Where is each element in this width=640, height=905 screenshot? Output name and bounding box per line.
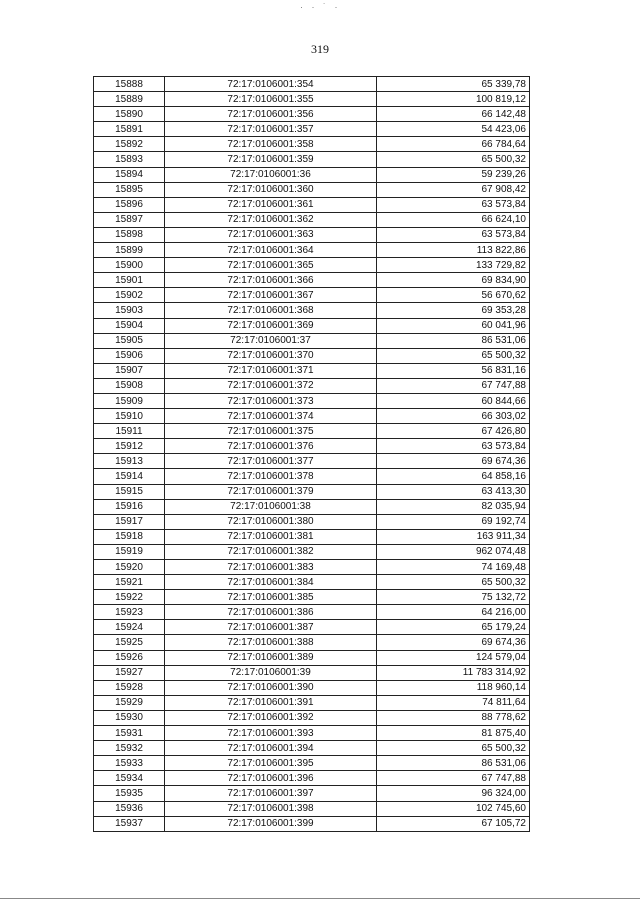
cadastral-value-cell: 66 624,10 [377, 212, 530, 227]
table-row [94, 439, 530, 454]
table-row [94, 92, 530, 107]
row-number-cell: 15889 [94, 92, 165, 107]
row-number-cell: 15906 [94, 348, 165, 363]
cadastral-value-cell: 56 670,62 [377, 288, 530, 303]
cadastral-number-cell: 72:17:0106001:355 [165, 92, 377, 107]
row-number-cell: 15935 [94, 786, 165, 801]
table-row [94, 378, 530, 393]
cadastral-number-cell: 72:17:0106001:389 [165, 650, 377, 665]
table-row [94, 650, 530, 665]
table-row [94, 182, 530, 197]
row-number-cell: 15892 [94, 137, 165, 152]
cadastral-number-cell: 72:17:0106001:374 [165, 409, 377, 424]
row-number-cell: 15934 [94, 771, 165, 786]
cadastral-number-cell: 72:17:0106001:382 [165, 544, 377, 559]
row-number-cell: 15896 [94, 197, 165, 212]
cadastral-number-cell: 72:17:0106001:383 [165, 560, 377, 575]
cadastral-number-cell: 72:17:0106001:385 [165, 590, 377, 605]
table-row [94, 771, 530, 786]
cadastral-number-cell: 72:17:0106001:367 [165, 288, 377, 303]
table-row [94, 288, 530, 303]
row-number-cell: 15928 [94, 680, 165, 695]
page-number: 319 [311, 42, 329, 56]
cadastral-value-table [93, 76, 530, 832]
cadastral-number-cell: 72:17:0106001:364 [165, 243, 377, 258]
cadastral-value-cell: 66 784,64 [377, 137, 530, 152]
cadastral-value-cell: 63 413,30 [377, 484, 530, 499]
table-row [94, 756, 530, 771]
cadastral-number-cell: 72:17:0106001:372 [165, 378, 377, 393]
table-row [94, 273, 530, 288]
table-row [94, 318, 530, 333]
table-row [94, 499, 530, 514]
table-row [94, 469, 530, 484]
cadastral-number-cell: 72:17:0106001:366 [165, 273, 377, 288]
cadastral-number-cell: 72:17:0106001:378 [165, 469, 377, 484]
row-number-cell: 15937 [94, 816, 165, 831]
row-number-cell: 15891 [94, 122, 165, 137]
cadastral-number-cell: 72:17:0106001:388 [165, 635, 377, 650]
row-number-cell: 15926 [94, 650, 165, 665]
table-row [94, 605, 530, 620]
cadastral-number-cell: 72:17:0106001:392 [165, 710, 377, 725]
row-number-cell: 15904 [94, 318, 165, 333]
cadastral-value-cell: 118 960,14 [377, 680, 530, 695]
table-row [94, 363, 530, 378]
cadastral-number-cell: 72:17:0106001:358 [165, 137, 377, 152]
cadastral-number-cell: 72:17:0106001:36 [165, 167, 377, 182]
table-row [94, 152, 530, 167]
cadastral-value-cell: 54 423,06 [377, 122, 530, 137]
cadastral-number-cell: 72:17:0106001:399 [165, 816, 377, 831]
row-number-cell: 15913 [94, 454, 165, 469]
table-row [94, 560, 530, 575]
cadastral-value-cell: 100 819,12 [377, 92, 530, 107]
cadastral-value-cell: 64 858,16 [377, 469, 530, 484]
cadastral-number-cell: 72:17:0106001:396 [165, 771, 377, 786]
row-number-cell: 15903 [94, 303, 165, 318]
cadastral-value-cell: 66 142,48 [377, 107, 530, 122]
cadastral-value-cell: 67 908,42 [377, 182, 530, 197]
cadastral-value-cell: 69 353,28 [377, 303, 530, 318]
row-number-cell: 15901 [94, 273, 165, 288]
table-row [94, 590, 530, 605]
row-number-cell: 15907 [94, 363, 165, 378]
row-number-cell: 15920 [94, 560, 165, 575]
row-number-cell: 15933 [94, 756, 165, 771]
cadastral-value-cell: 102 745,60 [377, 801, 530, 816]
table-row [94, 393, 530, 408]
cadastral-value-cell: 75 132,72 [377, 590, 530, 605]
cadastral-value-cell: 60 844,66 [377, 393, 530, 408]
row-number-cell: 15897 [94, 212, 165, 227]
cadastral-number-cell: 72:17:0106001:394 [165, 741, 377, 756]
table-row [94, 514, 530, 529]
table-row [94, 529, 530, 544]
cadastral-value-cell: 67 426,80 [377, 424, 530, 439]
cadastral-value-cell: 65 500,32 [377, 575, 530, 590]
table-row [94, 695, 530, 710]
cadastral-number-cell: 72:17:0106001:380 [165, 514, 377, 529]
cadastral-number-cell: 72:17:0106001:354 [165, 77, 377, 92]
table-row [94, 454, 530, 469]
cadastral-number-cell: 72:17:0106001:377 [165, 454, 377, 469]
table-row [94, 741, 530, 756]
page-bottom-edge [0, 898, 640, 899]
cadastral-number-cell: 72:17:0106001:361 [165, 197, 377, 212]
table-row [94, 333, 530, 348]
cadastral-number-cell: 72:17:0106001:356 [165, 107, 377, 122]
cadastral-value-cell: 56 831,16 [377, 363, 530, 378]
row-number-cell: 15912 [94, 439, 165, 454]
cadastral-value-cell: 63 573,84 [377, 227, 530, 242]
row-number-cell: 15921 [94, 575, 165, 590]
row-number-cell: 15911 [94, 424, 165, 439]
row-number-cell: 15917 [94, 514, 165, 529]
table-row [94, 409, 530, 424]
cadastral-number-cell: 72:17:0106001:393 [165, 726, 377, 741]
cadastral-number-cell: 72:17:0106001:390 [165, 680, 377, 695]
cadastral-number-cell: 72:17:0106001:363 [165, 227, 377, 242]
cadastral-value-cell: 65 339,78 [377, 77, 530, 92]
cadastral-value-cell: 63 573,84 [377, 439, 530, 454]
cadastral-number-cell: 72:17:0106001:39 [165, 665, 377, 680]
cadastral-value-cell: 96 324,00 [377, 786, 530, 801]
cadastral-value-cell: 69 674,36 [377, 454, 530, 469]
row-number-cell: 15895 [94, 182, 165, 197]
row-number-cell: 15902 [94, 288, 165, 303]
cadastral-value-cell: 86 531,06 [377, 333, 530, 348]
table-row [94, 77, 530, 92]
row-number-cell: 15918 [94, 529, 165, 544]
cadastral-value-cell: 63 573,84 [377, 197, 530, 212]
cadastral-number-cell: 72:17:0106001:386 [165, 605, 377, 620]
table-row [94, 620, 530, 635]
row-number-cell: 15936 [94, 801, 165, 816]
cadastral-number-cell: 72:17:0106001:398 [165, 801, 377, 816]
table-row [94, 484, 530, 499]
cadastral-number-cell: 72:17:0106001:365 [165, 258, 377, 273]
cadastral-number-cell: 72:17:0106001:376 [165, 439, 377, 454]
cadastral-number-cell: 72:17:0106001:38 [165, 499, 377, 514]
row-number-cell: 15931 [94, 726, 165, 741]
table-row [94, 122, 530, 137]
table-row [94, 258, 530, 273]
cadastral-number-cell: 72:17:0106001:373 [165, 393, 377, 408]
cadastral-number-cell: 72:17:0106001:375 [165, 424, 377, 439]
table-row [94, 680, 530, 695]
row-number-cell: 15929 [94, 695, 165, 710]
row-number-cell: 15910 [94, 409, 165, 424]
cadastral-value-cell: 86 531,06 [377, 756, 530, 771]
cadastral-value-cell: 69 192,74 [377, 514, 530, 529]
cadastral-number-cell: 72:17:0106001:387 [165, 620, 377, 635]
cadastral-value-cell: 82 035,94 [377, 499, 530, 514]
cadastral-value-cell: 67 747,88 [377, 378, 530, 393]
row-number-cell: 15894 [94, 167, 165, 182]
cadastral-value-cell: 11 783 314,92 [377, 665, 530, 680]
row-number-cell: 15888 [94, 77, 165, 92]
cadastral-value-cell: 67 747,88 [377, 771, 530, 786]
row-number-cell: 15919 [94, 544, 165, 559]
cadastral-number-cell: 72:17:0106001:384 [165, 575, 377, 590]
row-number-cell: 15909 [94, 393, 165, 408]
cadastral-value-cell: 65 500,32 [377, 741, 530, 756]
table-row [94, 348, 530, 363]
table-row [94, 635, 530, 650]
table-row [94, 167, 530, 182]
table-row [94, 801, 530, 816]
cadastral-value-cell: 133 729,82 [377, 258, 530, 273]
cadastral-value-cell: 65 500,32 [377, 152, 530, 167]
table-row [94, 227, 530, 242]
row-number-cell: 15914 [94, 469, 165, 484]
table-row [94, 726, 530, 741]
table-row [94, 816, 530, 831]
table-body [94, 77, 530, 832]
table-row [94, 212, 530, 227]
cadastral-value-cell: 65 179,24 [377, 620, 530, 635]
table-row [94, 544, 530, 559]
table-row [94, 786, 530, 801]
row-number-cell: 15898 [94, 227, 165, 242]
row-number-cell: 15905 [94, 333, 165, 348]
table-row [94, 424, 530, 439]
cadastral-number-cell: 72:17:0106001:397 [165, 786, 377, 801]
row-number-cell: 15908 [94, 378, 165, 393]
cadastral-number-cell: 72:17:0106001:391 [165, 695, 377, 710]
cadastral-number-cell: 72:17:0106001:362 [165, 212, 377, 227]
cadastral-value-cell: 163 911,34 [377, 529, 530, 544]
row-number-cell: 15927 [94, 665, 165, 680]
cadastral-number-cell: 72:17:0106001:368 [165, 303, 377, 318]
cadastral-value-cell: 65 500,32 [377, 348, 530, 363]
table-row [94, 243, 530, 258]
table-row [94, 137, 530, 152]
cadastral-number-cell: 72:17:0106001:395 [165, 756, 377, 771]
table-row [94, 197, 530, 212]
cadastral-value-cell: 113 822,86 [377, 243, 530, 258]
row-number-cell: 15923 [94, 605, 165, 620]
row-number-cell: 15890 [94, 107, 165, 122]
cadastral-number-cell: 72:17:0106001:371 [165, 363, 377, 378]
row-number-cell: 15924 [94, 620, 165, 635]
cadastral-number-cell: 72:17:0106001:360 [165, 182, 377, 197]
cadastral-value-cell: 962 074,48 [377, 544, 530, 559]
cadastral-number-cell: 72:17:0106001:37 [165, 333, 377, 348]
cadastral-value-cell: 69 674,36 [377, 635, 530, 650]
table-row [94, 303, 530, 318]
row-number-cell: 15915 [94, 484, 165, 499]
scan-artifact: · · ˙ · [300, 2, 341, 12]
row-number-cell: 15916 [94, 499, 165, 514]
cadastral-value-cell: 74 811,64 [377, 695, 530, 710]
row-number-cell: 15932 [94, 741, 165, 756]
row-number-cell: 15893 [94, 152, 165, 167]
cadastral-value-cell: 69 834,90 [377, 273, 530, 288]
cadastral-value-cell: 66 303,02 [377, 409, 530, 424]
row-number-cell: 15899 [94, 243, 165, 258]
row-number-cell: 15922 [94, 590, 165, 605]
cadastral-value-cell: 88 778,62 [377, 710, 530, 725]
table-row [94, 575, 530, 590]
cadastral-number-cell: 72:17:0106001:357 [165, 122, 377, 137]
table-row [94, 107, 530, 122]
cadastral-value-cell: 60 041,96 [377, 318, 530, 333]
row-number-cell: 15925 [94, 635, 165, 650]
cadastral-number-cell: 72:17:0106001:370 [165, 348, 377, 363]
cadastral-number-cell: 72:17:0106001:381 [165, 529, 377, 544]
cadastral-value-cell: 59 239,26 [377, 167, 530, 182]
cadastral-value-cell: 81 875,40 [377, 726, 530, 741]
table-row [94, 665, 530, 680]
cadastral-value-cell: 124 579,04 [377, 650, 530, 665]
cadastral-number-cell: 72:17:0106001:369 [165, 318, 377, 333]
row-number-cell: 15900 [94, 258, 165, 273]
cadastral-number-cell: 72:17:0106001:359 [165, 152, 377, 167]
row-number-cell: 15930 [94, 710, 165, 725]
cadastral-value-cell: 67 105,72 [377, 816, 530, 831]
cadastral-value-cell: 74 169,48 [377, 560, 530, 575]
cadastral-value-cell: 64 216,00 [377, 605, 530, 620]
cadastral-number-cell: 72:17:0106001:379 [165, 484, 377, 499]
table-row [94, 710, 530, 725]
